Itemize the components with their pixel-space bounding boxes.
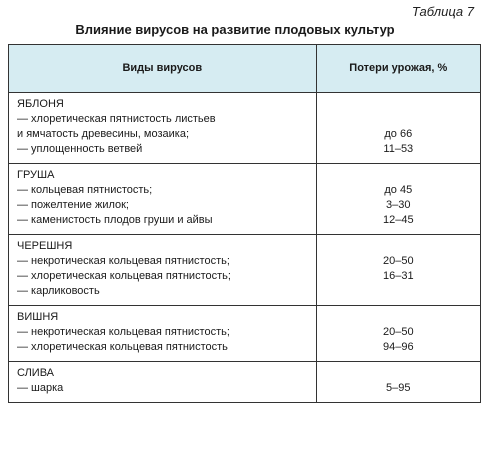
- table-row: [9, 164, 481, 235]
- loss-spacer: [321, 168, 476, 183]
- virus-line: и ямчатость древесины, мозаика;: [17, 128, 190, 140]
- crop-name: СЛИВА: [17, 367, 55, 379]
- virus-cell: [9, 164, 317, 235]
- virus-line: — некротическая кольцевая пятнистость;: [17, 255, 230, 267]
- table-row: [9, 306, 481, 362]
- loss-value: 94–96: [383, 341, 414, 353]
- virus-line: — хлоретическая кольцевая пятнистость;: [17, 270, 231, 282]
- header-yield-losses: Потери урожая, %: [316, 45, 480, 93]
- loss-value: 3–30: [386, 199, 411, 211]
- loss-spacer: [321, 239, 476, 254]
- crop-name: ЧЕРЕШНЯ: [17, 240, 73, 252]
- table-row: [9, 362, 481, 403]
- loss-value: 20–50: [383, 326, 414, 338]
- loss-value: 12–45: [383, 214, 414, 226]
- loss-cell: [316, 306, 480, 362]
- loss-cell: [316, 362, 480, 403]
- table-body: [9, 93, 481, 403]
- loss-cell: [316, 235, 480, 306]
- virus-line: — пожелтение жилок;: [17, 199, 129, 211]
- loss-cell: [316, 164, 480, 235]
- virus-line: — карликовость: [17, 285, 100, 297]
- loss-value: 5–95: [386, 382, 411, 394]
- loss-spacer: [321, 310, 476, 325]
- virus-cell: [9, 235, 317, 306]
- virus-line: — каменистость плодов груши и айвы: [17, 214, 213, 226]
- loss-value: до 45: [384, 184, 413, 196]
- loss-spacer: [321, 97, 476, 112]
- table-caption: Влияние вирусов на развитие плодовых культур: [75, 22, 395, 37]
- table-number-label: Таблица 7: [411, 4, 474, 19]
- loss-value: 11–53: [383, 143, 414, 155]
- loss-spacer: [321, 366, 476, 381]
- crop-name: ВИШНЯ: [17, 311, 59, 323]
- virus-line: — некротическая кольцевая пятнистость;: [17, 326, 230, 338]
- virus-cell: [9, 306, 317, 362]
- table-row: [9, 235, 481, 306]
- loss-cell: [316, 93, 480, 164]
- virus-loss-table: [8, 44, 481, 403]
- loss-value: 16–31: [383, 270, 414, 282]
- virus-cell: [9, 362, 317, 403]
- loss-value: [321, 284, 476, 299]
- crop-name: ЯБЛОНЯ: [17, 98, 64, 110]
- virus-line: — кольцевая пятнистость;: [17, 184, 153, 196]
- virus-cell: [9, 93, 317, 164]
- loss-value: до 66: [384, 128, 413, 140]
- virus-line: — хлоретическая кольцевая пятнистость: [17, 341, 228, 353]
- loss-value: 20–50: [383, 255, 414, 267]
- crop-name: ГРУША: [17, 169, 55, 181]
- table-row: [9, 93, 481, 164]
- header-virus-types: Виды вирусов: [9, 45, 317, 93]
- loss-value: [321, 112, 476, 127]
- virus-line: — шарка: [17, 382, 64, 394]
- virus-line: — уплощенность ветвей: [17, 143, 143, 155]
- virus-line: — хлоретическая пятнистость листьев: [17, 113, 216, 125]
